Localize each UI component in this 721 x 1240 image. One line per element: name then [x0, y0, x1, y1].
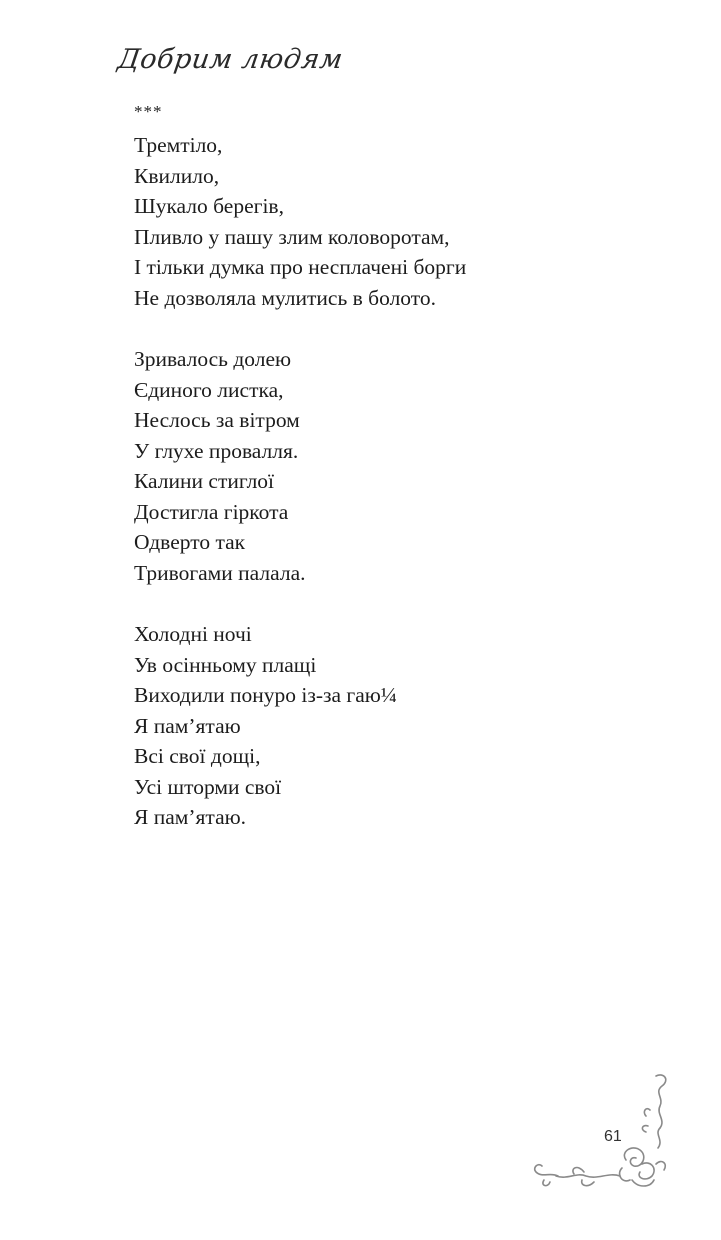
- poem-line: Достигла гіркота: [134, 499, 289, 524]
- poem-line: Квилило,: [134, 163, 220, 188]
- poem-line: Ув осінньому плащі: [134, 652, 317, 677]
- poem-line: Не дозволяла мулитись в болото.: [134, 285, 436, 310]
- poem-line: Виходили понуро із-за гаю¼: [134, 683, 397, 707]
- poem-line: Єдиного листка,: [134, 377, 284, 402]
- poem-line: Тремтіло,: [134, 133, 223, 157]
- poem-line: Тривогами палала.: [134, 560, 306, 585]
- poem-line: Холодні ночі: [134, 622, 252, 646]
- poem-line: І тільки думка про несплачені борги: [134, 255, 467, 279]
- page-number: 61: [604, 1128, 622, 1145]
- stanza-2: [134, 344, 604, 588]
- poem-line: Усі шторми свої: [134, 774, 282, 799]
- running-head: Добрим людям: [115, 44, 345, 75]
- poem-line: Одверто так: [134, 530, 246, 554]
- poem-line: Пливло у пашу злим коловоротам,: [134, 224, 450, 249]
- poem: [134, 100, 604, 864]
- stanza-3: [134, 619, 604, 833]
- poem-line: Неслось за вітром: [134, 408, 300, 432]
- poem-line: Шукало берегів,: [134, 194, 284, 218]
- poem-line: Я пам’ятаю: [134, 713, 241, 738]
- poem-line: У глухе провалля.: [134, 438, 299, 463]
- poem-line: Я пам’ятаю.: [134, 805, 247, 829]
- poem-separator: ***: [134, 102, 163, 121]
- poem-line: Зривалось долею: [134, 347, 292, 371]
- stanza-1: [134, 130, 604, 313]
- poem-line: Всі свої дощі,: [134, 744, 261, 768]
- corner-ornament-icon: [524, 1068, 674, 1198]
- poem-line: Калини стиглої: [134, 469, 275, 493]
